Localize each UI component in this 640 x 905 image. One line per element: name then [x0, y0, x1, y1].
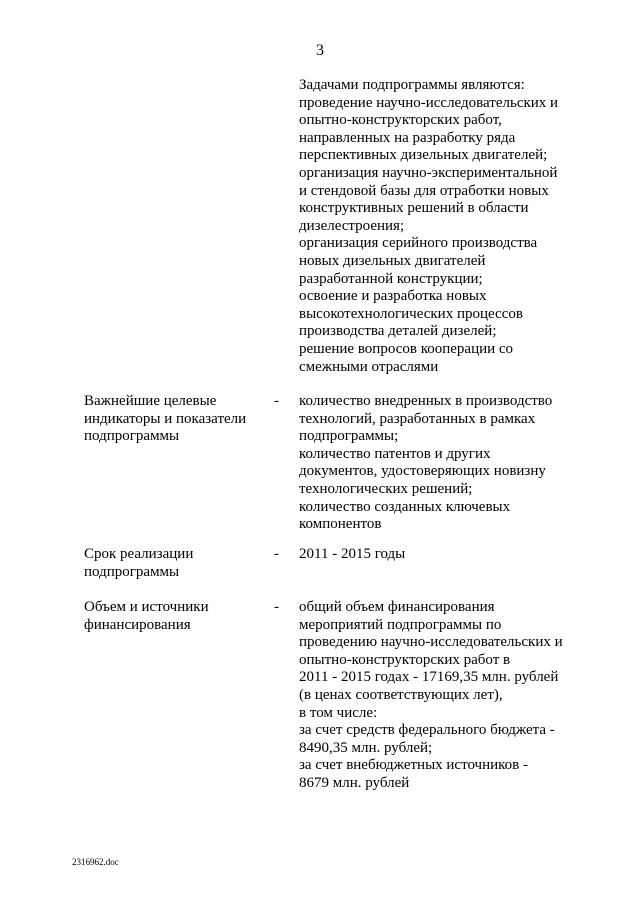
- financing-content-line: мероприятий подпрограммы по: [299, 616, 502, 633]
- tasks-line: организация научно-экспериментальной: [299, 164, 558, 181]
- tasks-line: высокотехнологических процессов: [299, 305, 523, 322]
- indicators-content: [299, 393, 609, 534]
- indicators-content-line: технологий, разработанных в рамках: [299, 410, 536, 427]
- financing-content: [299, 599, 609, 793]
- period-content-line: 2011 - 2015 годы: [299, 546, 406, 562]
- indicators-content-line: компонентов: [299, 516, 382, 533]
- indicators-content-line: количество созданных ключевых: [299, 498, 511, 515]
- period-label-line: подпрограммы: [84, 563, 180, 580]
- indicators-content-line: документов, удостоверяющих новизну: [299, 463, 546, 480]
- document-filename: 2316962.doc: [72, 857, 119, 867]
- indicators-dash: -: [274, 393, 279, 409]
- financing-content-line: за счет средств федерального бюджета -: [299, 722, 555, 739]
- period-label: [84, 546, 264, 581]
- tasks-line: перспективных дизельных двигателей;: [299, 147, 548, 164]
- tasks-line: дизелестроения;: [299, 217, 405, 234]
- tasks-line: организация серийного производства: [299, 235, 538, 252]
- page-number: 3: [316, 42, 324, 59]
- tasks-line: и стендовой базы для отработки новых: [299, 182, 549, 199]
- tasks-line: проведение научно-исследовательских и: [299, 94, 559, 111]
- financing-label-line: Объем и источники: [84, 599, 209, 615]
- period-content: [299, 546, 609, 564]
- financing-content-line: общий объем финансирования: [299, 599, 495, 615]
- financing-content-line: в том числе:: [299, 704, 378, 721]
- financing-content-line: проведению научно-исследовательских и: [299, 634, 563, 651]
- indicators-label-line: подпрограммы: [84, 428, 180, 445]
- tasks-line: освоение и разработка новых: [299, 288, 487, 305]
- tasks-line: решение вопросов кооперации со: [299, 340, 514, 357]
- financing-label: [84, 599, 264, 634]
- financing-content-line: опытно-конструкторских работ в: [299, 651, 511, 668]
- indicators-label: [84, 393, 264, 446]
- indicators-content-line: подпрограммы;: [299, 428, 399, 445]
- tasks-line: производства деталей дизелей;: [299, 323, 497, 340]
- financing-dash: -: [274, 599, 279, 615]
- financing-content-line: 8679 млн. рублей: [299, 774, 410, 791]
- indicators-content-line: технологических решений;: [299, 480, 473, 497]
- indicators-content-line: количество внедренных в производство: [299, 393, 553, 409]
- tasks-line: новых дизельных двигателей: [299, 252, 486, 269]
- tasks-line: конструктивных решений в области: [299, 200, 529, 217]
- subprogram-tasks-block: [299, 77, 609, 376]
- financing-content-line: за счет внебюджетных источников -: [299, 757, 529, 774]
- tasks-line: направленных на разработку ряда: [299, 129, 516, 146]
- period-label-line: Срок реализации: [84, 546, 194, 562]
- tasks-line: Задачами подпрограммы являются:: [299, 77, 525, 93]
- financing-label-line: финансирования: [84, 616, 191, 633]
- tasks-line: смежными отраслями: [299, 358, 439, 375]
- financing-content-line: 2011 - 2015 годах - 17169,35 млн. рублей: [299, 669, 559, 686]
- financing-content-line: (в ценах соответствующих лет),: [299, 686, 503, 703]
- indicators-label-line: индикаторы и показатели: [84, 410, 247, 427]
- tasks-line: разработанной конструкции;: [299, 270, 483, 287]
- indicators-content-line: количество патентов и других: [299, 445, 491, 462]
- period-dash: -: [274, 546, 279, 562]
- financing-content-line: 8490,35 млн. рублей;: [299, 739, 433, 756]
- indicators-label-line: Важнейшие целевые: [84, 393, 217, 409]
- tasks-line: опытно-конструкторских работ,: [299, 112, 502, 129]
